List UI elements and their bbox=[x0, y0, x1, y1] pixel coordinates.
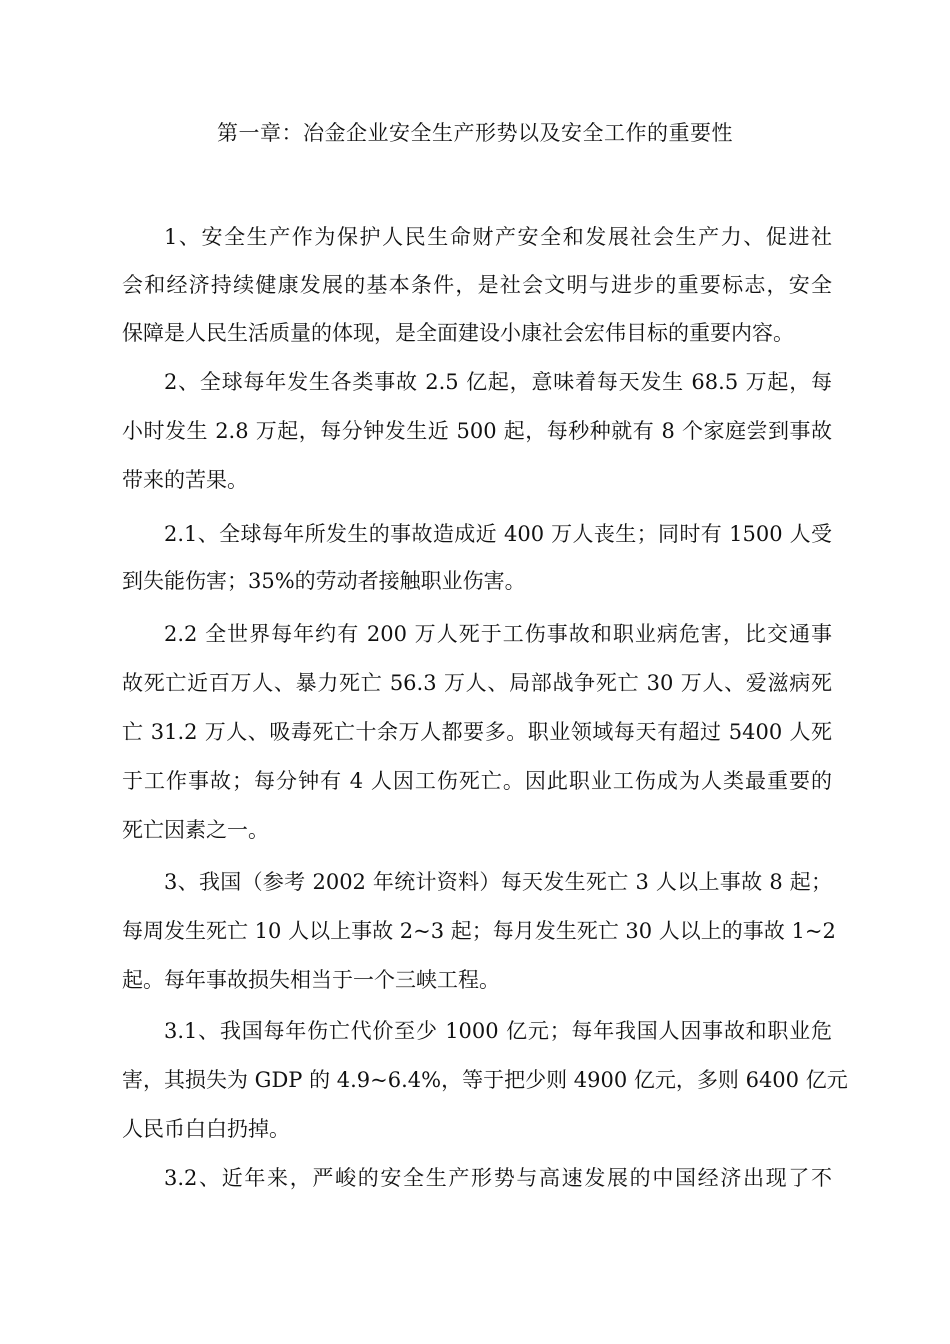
paragraph-line: 2.1、全球每年所发生的事故造成近 400 万人丧生；同时有 1500 人受 bbox=[164, 522, 832, 546]
paragraph-line: 故死亡近百万人、暴力死亡 56.3 万人、局部战争死亡 30 万人、爱滋病死 bbox=[122, 671, 832, 695]
paragraph-line: 保障是人民生活质量的体现，是全面建设小康社会宏伟目标的重要内容。 bbox=[122, 321, 794, 345]
paragraph-line: 小时发生 2.8 万起，每分钟发生近 500 起，每秒种就有 8 个家庭尝到事故 bbox=[122, 419, 832, 443]
paragraph-line: 人民币白白扔掉。 bbox=[122, 1117, 290, 1141]
paragraph-line: 于工作事故；每分钟有 4 人因工伤死亡。因此职业工伤成为人类最重要的 bbox=[122, 769, 832, 793]
paragraph-line: 2、全球每年发生各类事故 2.5 亿起，意味着每天发生 68.5 万起，每 bbox=[164, 370, 832, 394]
paragraph-line: 死亡因素之一。 bbox=[122, 818, 269, 842]
paragraph-line: 会和经济持续健康发展的基本条件，是社会文明与进步的重要标志，安全 bbox=[122, 273, 832, 297]
paragraph-line: 害，其损失为 GDP 的 4.9~6.4%，等于把少则 4900 亿元，多则 6400 亿元 bbox=[122, 1068, 848, 1092]
paragraph-line: 2.2 全世界每年约有 200 万人死于工伤事故和职业病危害，比交通事 bbox=[164, 622, 832, 646]
paragraph-line: 3.2、近年来，严峻的安全生产形势与高速发展的中国经济出现了不 bbox=[164, 1166, 832, 1190]
chapter-title: 第一章：冶金企业安全生产形势以及安全工作的重要性 bbox=[217, 121, 733, 145]
paragraph-line: 起。每年事故损失相当于一个三峡工程。 bbox=[122, 968, 500, 992]
paragraph-line: 亡 31.2 万人、吸毒死亡十余万人都要多。职业领域每天有超过 5400 人死 bbox=[122, 720, 832, 744]
paragraph-line: 到失能伤害；35%的劳动者接触职业伤害。 bbox=[122, 569, 526, 593]
paragraph-line: 带来的苦果。 bbox=[122, 468, 248, 492]
paragraph-line: 3、我国（参考 2002 年统计资料）每天发生死亡 3 人以上事故 8 起； bbox=[164, 870, 832, 894]
paragraph-line: 3.1、我国每年伤亡代价至少 1000 亿元；每年我国人因事故和职业危 bbox=[164, 1019, 832, 1043]
paragraph-line: 每周发生死亡 10 人以上事故 2~3 起；每月发生死亡 30 人以上的事故 1~2 bbox=[122, 919, 836, 943]
paragraph-line: 1、安全生产作为保护人民生命财产安全和发展社会生产力、促进社 bbox=[164, 225, 832, 249]
